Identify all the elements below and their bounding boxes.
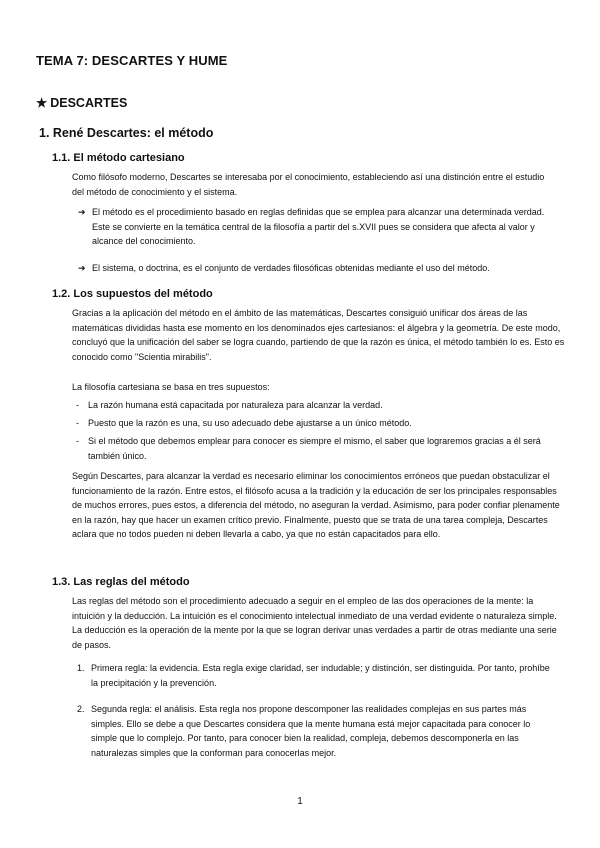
list-item <box>78 205 558 249</box>
list-item <box>76 398 556 413</box>
paragraph-1-1-intro: Como filósofo moderno, Descartes se interesaba por el conocimiento, estableciendo así una distinción entre el estudio del método de conocimiento y el sistema. <box>72 172 545 197</box>
assumption-1: La razón humana está capacitada por naturaleza para alcanzar la verdad. <box>88 400 383 410</box>
list-item <box>76 416 556 431</box>
heading-1: 1. René Descartes: el método <box>39 126 214 140</box>
bullet-system: El sistema, o doctrina, es el conjunto de verdades filosóficas obtenidas mediante el uso del método. <box>92 263 490 273</box>
star-icon: ★ <box>36 96 48 110</box>
paragraph-1-2-3: Según Descartes, para alcanzar la verdad es necesario eliminar los conocimientos erróneos que puedan obstaculizar el funcionamiento de la razón. Entre estos, el filósofo acusa a la tradición y la educación de ser los principales responsables de muchos errores, pues estos, a diferencia del método, no aseguran la verdad. Asimismo, para poder confiar plenamente en la razón, hay que hacer un examen crítico previo. Finalmente, puesto que se trata de una tarea compleja, Descartes aclara que no todos pueden ni deben llevarla a cabo, ya que no están capacitados para ello. <box>72 471 560 540</box>
assumption-2: Puesto que la razón es una, su uso adecuado debe ajustarse a un único método. <box>88 418 412 428</box>
paragraph-1-3-1: Las reglas del método son el procedimiento adecuado a seguir en el empleo de las dos operaciones de la mente: la intuición y la deducción. La intuición es el conocimiento intelectual inmediato de una verdad evidente o naturaleza simple. La deducción es la operación de la mente por la que se logran derivar unas verdades a partir de otras mediante una serie de pasos. <box>72 596 557 650</box>
list-item <box>77 702 555 760</box>
section-heading <box>36 95 127 110</box>
rule-1: Primera regla: la evidencia. Esta regla exige claridad, ser indudable; y distinción, ser distinguida. Por tanto, prohíbe la precipitación y la prevención. <box>91 663 550 688</box>
arrow-icon: ➔ <box>78 207 86 217</box>
page-number: 1 <box>297 796 303 807</box>
document-title: TEMA 7: DESCARTES Y HUME <box>36 53 228 68</box>
heading-1-2: 1.2. Los supuestos del método <box>52 288 213 300</box>
dash-marker: - <box>76 436 79 446</box>
list-item <box>76 434 546 463</box>
list-item <box>78 261 568 276</box>
paragraph-1-2-2: La filosofía cartesiana se basa en tres supuestos: <box>72 382 270 392</box>
number-marker: 1. <box>77 663 85 673</box>
section-heading-label: DESCARTES <box>50 96 128 110</box>
dash-marker: - <box>76 418 79 428</box>
rule-2: Segunda regla: el análisis. Esta regla nos propone descomponer las realidades complejas en sus partes más simples. Ello se debe a que Descartes considera que la mente humana está mejor capacitada para conocer lo simple que lo complejo. Por tanto, para conocer bien la realidad, compleja, debemos descomponerla en las naturalezas simples que la conforman para conocerlas mejor. <box>91 704 531 758</box>
dash-marker: - <box>76 400 79 410</box>
bullet-method: El método es el procedimiento basado en reglas definidas que se emplea para alcanzar una determinada verdad. Este se convierte en la temática central de la filosofía a partir del s.XVII pues se considera que afecta al valor y alcance del conocimiento. <box>92 207 545 247</box>
assumption-3: Si el método que debemos emplear para conocer es siempre el mismo, el saber que lograremos gracias a él será también único. <box>88 436 541 461</box>
list-item <box>77 661 553 690</box>
heading-1-1: 1.1. El método cartesiano <box>52 152 185 164</box>
paragraph-1-2-1: Gracias a la aplicación del método en el ámbito de las matemáticas, Descartes consiguió unificar dos áreas de las matemáticas divididas hasta ese momento en los denominados ejes cartesianos: el álgebra y la geometría. De este modo, concluyó que la unificación del saber se logra cuando, partiendo de que la razón es única, el método también lo es. Esto es conocido como "Scientia mirabilis". <box>72 308 565 362</box>
heading-1-3: 1.3. Las reglas del método <box>52 576 190 588</box>
arrow-icon: ➔ <box>78 263 86 273</box>
number-marker: 2. <box>77 704 85 714</box>
